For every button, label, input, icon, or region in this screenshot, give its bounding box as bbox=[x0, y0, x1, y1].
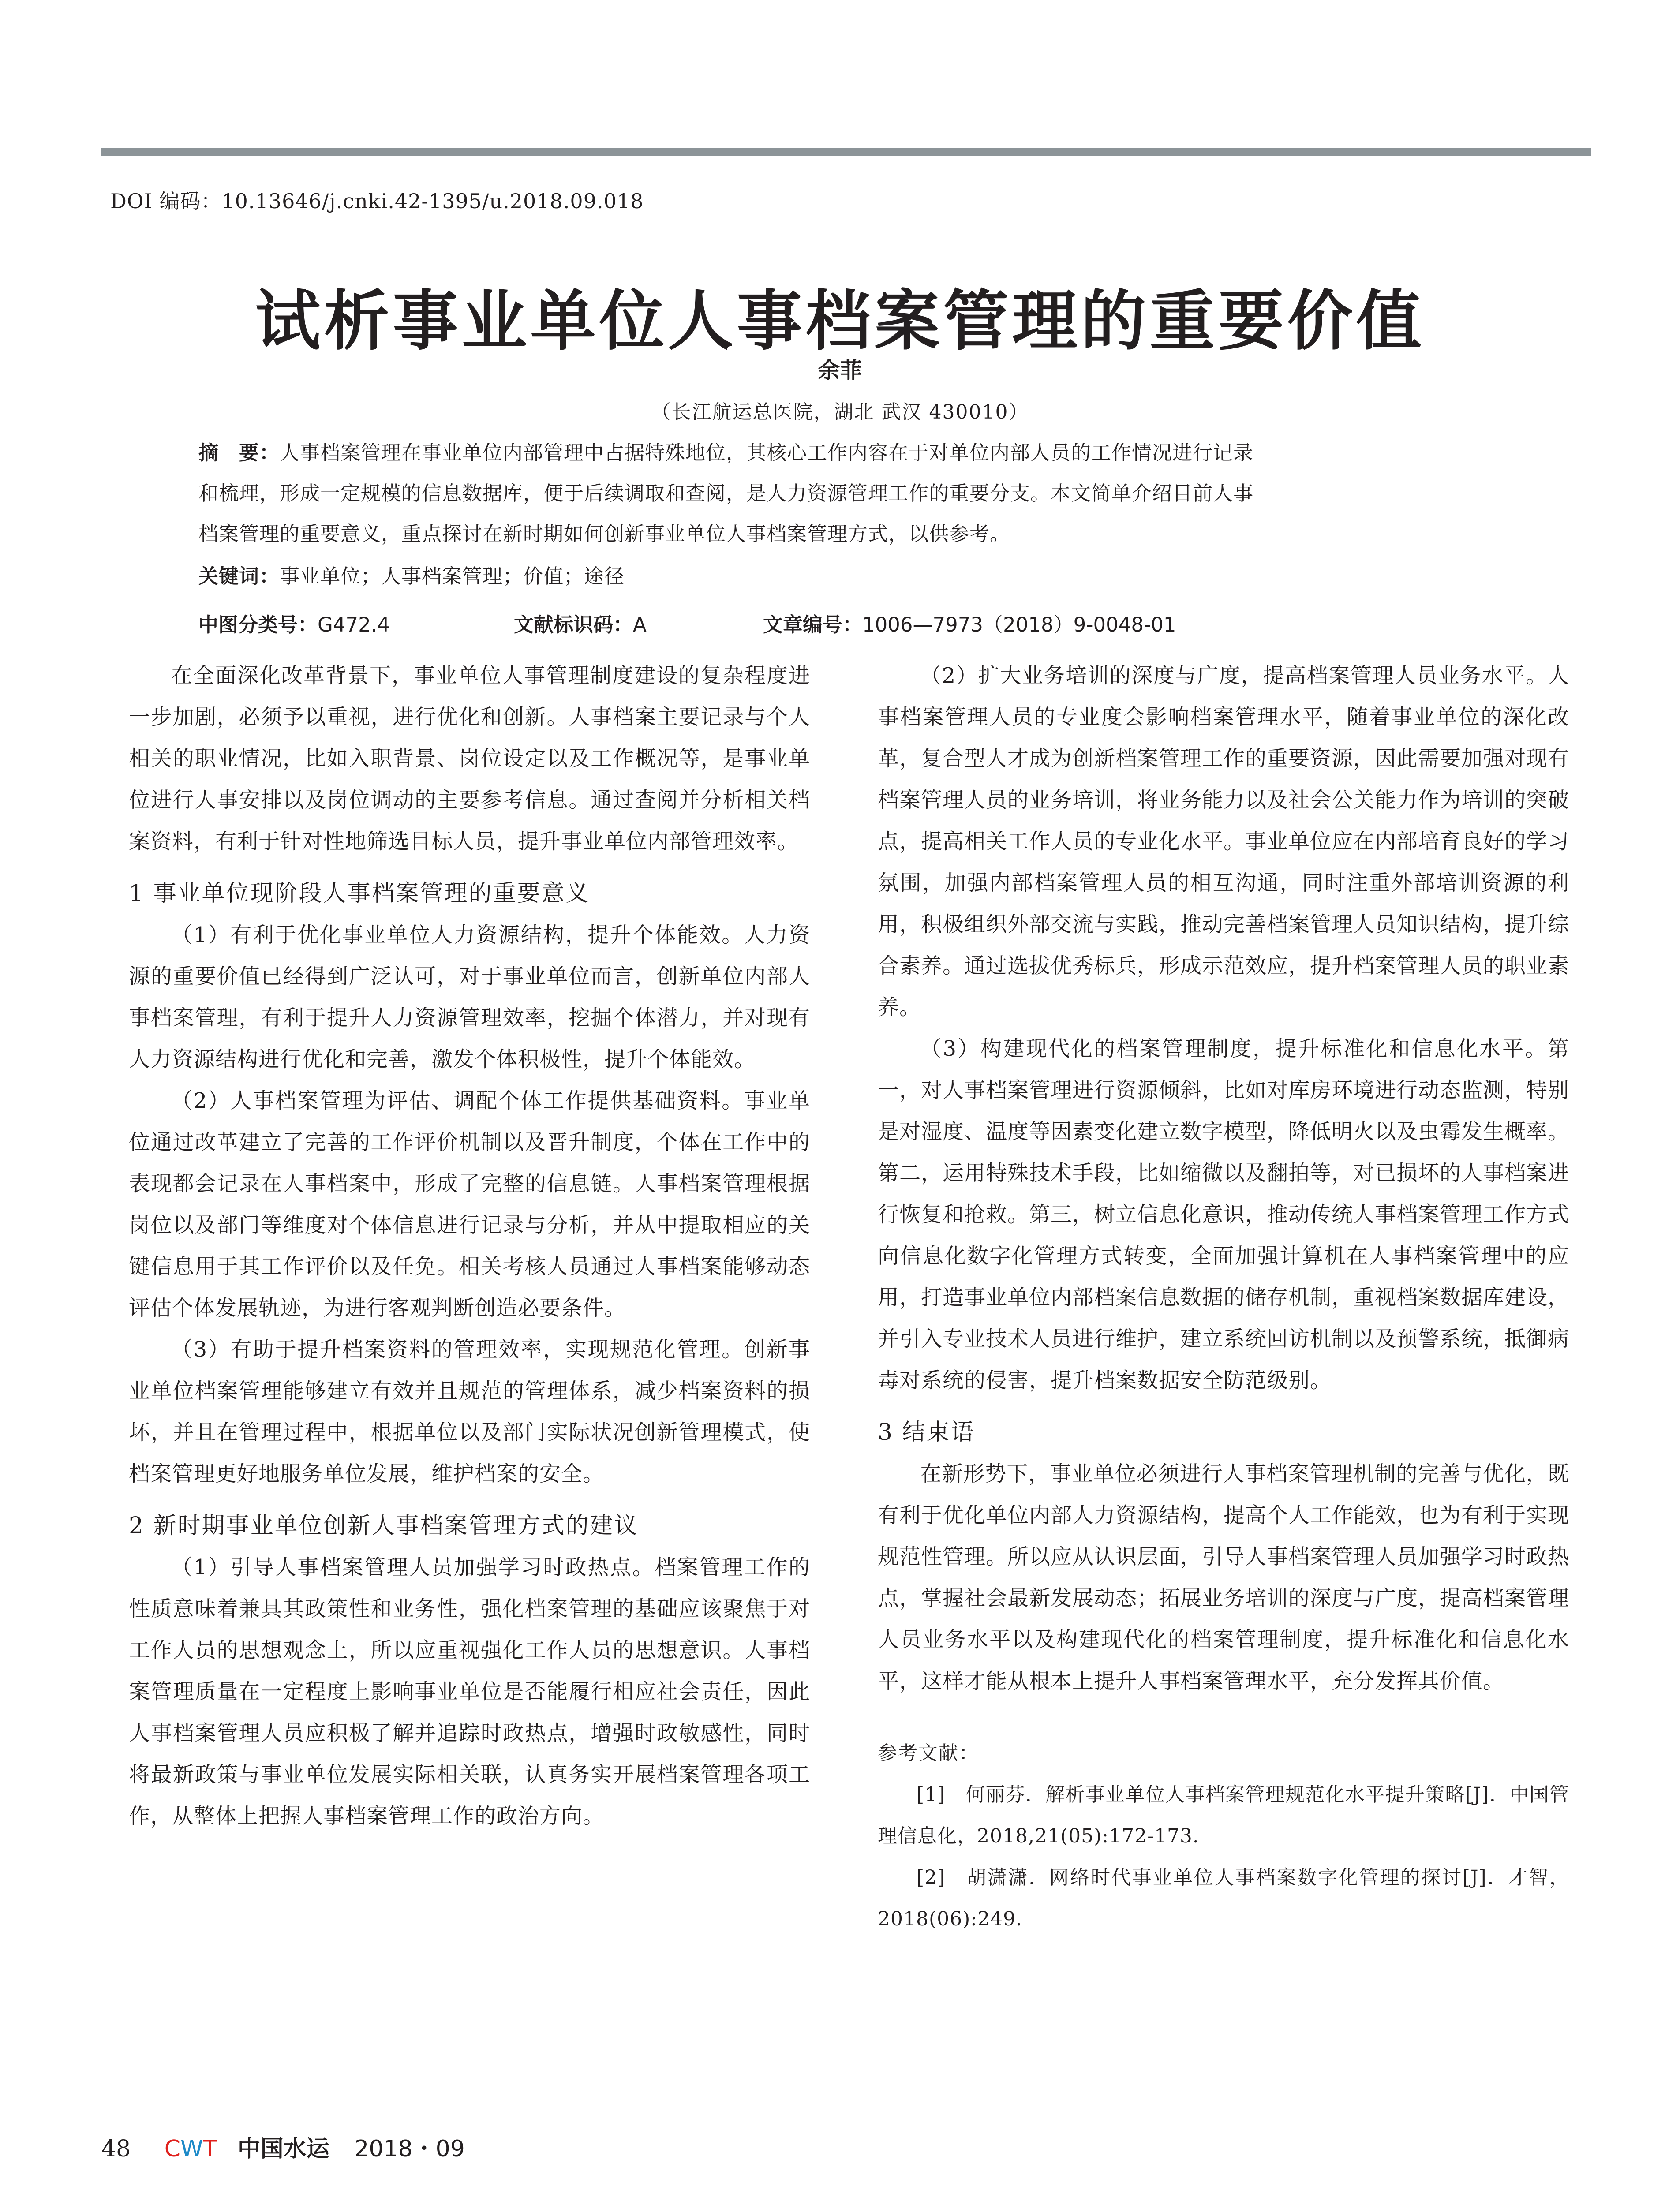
section-heading-3: 3 结束语 bbox=[878, 1419, 975, 1446]
clc-number bbox=[198, 609, 390, 637]
section-heading-1: 1 事业单位现阶段人事档案管理的重要意义 bbox=[129, 880, 590, 907]
art-label: 文章编号： bbox=[763, 613, 863, 636]
cwt-logo bbox=[165, 2136, 217, 2162]
author-name: 余菲 bbox=[818, 358, 862, 383]
abstract-label: 摘 要： bbox=[198, 441, 280, 464]
brand-w: W bbox=[180, 2136, 203, 2162]
article-number bbox=[763, 609, 1176, 637]
paragraph-2-3: （3）构建现代化的档案管理制度，提升标准化和信息化水平。第一，对人事档案管理进行资源倾斜，比如对库房环境进行动态监测，特别是对湿度、温度等因素变化建立数字模型，降低明火以及虫霉发生概率。第二，运用特殊技术手段，比如缩微以及翻拍等，对已损坏的人事档案进行恢复和抢救。第三，树立信息化意识，推动传统人事档案管理工作方式向信息化数字化管理方式转变，全面加强计算机在人事档案管理中的应用，打造事业单位内部档案信息数据的储存机制，重视档案数据库建设，并引入专业技术人员进行维护，建立系统回访机制以及预警系统，抵御病毒对系统的侵害，提升档案数据安全防范级别。 bbox=[878, 1036, 1570, 1393]
magazine-name: 中国水运 bbox=[237, 2135, 329, 2162]
reference-2: [2] 胡潇潇．网络时代事业单位人事档案数字化管理的探讨[J]．才智，2018(06):249. bbox=[878, 1866, 1569, 1930]
clc-value: G472.4 bbox=[318, 613, 390, 636]
doc-value: A bbox=[633, 613, 647, 636]
paragraph-1-3: （3）有助于提升档案资料的管理效率，实现规范化管理。创新事业单位档案管理能够建立有效并且规范的管理体系，减少档案资料的损坏，并且在管理过程中，根据单位以及部门实际状况创新管理模式，使档案管理更好地服务单位发展，维护档案的安全。 bbox=[129, 1337, 810, 1486]
affiliation: （长江航运总医院，湖北 武汉 430010） bbox=[651, 401, 1029, 423]
abstract-text-1: 人事档案管理在事业单位内部管理中占据特殊地位，其核心工作内容在于对单位内部人员的工作情况进行记录 bbox=[280, 441, 1254, 464]
doi-line: DOI 编码：10.13646/j.cnki.42-1395/u.2018.09.018 bbox=[110, 189, 644, 213]
keywords-text: 事业单位；人事档案管理；价值；途径 bbox=[280, 564, 625, 588]
paragraph-1-2: （2）人事档案管理为评估、调配个体工作提供基础资料。事业单位通过改革建立了完善的工作评价机制以及晋升制度，个体在工作中的表现都会记录在人事档案中，形成了完整的信息链。人事档案管理根据岗位以及部门等维度对个体信息进行记录与分析，并从中提取相应的关键信息用于其工作评价以及任免。相关考核人员通过人事档案能够动态评估个体发展轨迹，为进行客观判断创造必要条件。 bbox=[129, 1088, 810, 1320]
intro-paragraph: 在全面深化改革背景下，事业单位人事管理制度建设的复杂程度进一步加剧，必须予以重视，进行优化和创新。人事档案主要记录与个人相关的职业情况，比如入职背景、岗位设定以及工作概况等，是事业单位进行人事安排以及岗位调动的主要参考信息。通过查阅并分析相关档案资料，有利于针对性地筛选目标人员，提升事业单位内部管理效率。 bbox=[129, 663, 810, 854]
page-number: 48 bbox=[101, 2136, 131, 2162]
top-rule bbox=[101, 148, 1591, 156]
art-value: 1006—7973（2018）9-0048-01 bbox=[862, 613, 1176, 636]
brand-t: T bbox=[203, 2136, 217, 2162]
abstract-line-3: 档案管理的重要意义，重点探讨在新时期如何创新事业单位人事档案管理方式，以供参考。 bbox=[198, 522, 1010, 546]
conclusion-paragraph: 在新形势下，事业单位必须进行人事档案管理机制的完善与优化，既有利于优化单位内部人力资源结构，提高个人工作能效，也为有利于实现规范性管理。所以应从认识层面，引导人事档案管理人员加强学习时政热点，掌握社会最新发展动态；拓展业务培训的深度与广度，提高档案管理人员业务水平以及构建现代化的档案管理制度，提升标准化和信息化水平，这样才能从根本上提升人事档案管理水平，充分发挥其价值。 bbox=[878, 1461, 1570, 1693]
abstract-line-2: 和梳理，形成一定规模的信息数据库，便于后续调取和查阅，是人力资源管理工作的重要分支。本文简单介绍目前人事 bbox=[198, 482, 1254, 505]
references-heading: 参考文献： bbox=[878, 1742, 979, 1764]
abstract-line-1 bbox=[198, 437, 1253, 465]
doc-label: 文献标识码： bbox=[514, 613, 633, 636]
paragraph-2-1: （1）引导人事档案管理人员加强学习时政热点。档案管理工作的性质意味着兼具其政策性和业务性，强化档案管理的基础应该聚焦于对工作人员的思想观念上，所以应重视强化工作人员的思想意识。人事档案管理质量在一定程度上影响事业单位是否能履行相应社会责任，因此人事档案管理人员应积极了解并追踪时政热点，增强时政敏感性，同时将最新政策与事业单位发展实际相关联，认真务实开展档案管理各项工作，从整体上把握人事档案管理工作的政治方向。 bbox=[129, 1555, 810, 1828]
clc-label: 中图分类号： bbox=[198, 613, 318, 636]
section-heading-2: 2 新时期事业单位创新人事档案管理方式的建议 bbox=[129, 1513, 639, 1539]
page-footer bbox=[101, 2130, 465, 2163]
brand-c: C bbox=[164, 2136, 181, 2162]
keywords-line bbox=[198, 560, 625, 589]
left-column bbox=[129, 655, 810, 1837]
article-title: 试析事业单位人事档案管理的重要价值 bbox=[255, 282, 1425, 359]
paragraph-2-2: （2）扩大业务培训的深度与广度，提高档案管理人员业务水平。人事档案管理人员的专业度会影响档案管理水平，随着事业单位的深化改革，复合型人才成为创新档案管理工作的重要资源，因此需要加强对现有档案管理人员的业务培训，将业务能力以及社会公关能力作为培训的突破点，提高相关工作人员的专业化水平。事业单位应在内部培育良好的学习氛围，加强内部档案管理人员的相互沟通，同时注重外部培训资源的利用，积极组织外部交流与实践，推动完善档案管理人员知识结构，提升综合素养。通过选拔优秀标兵，形成示范效应，提升档案管理人员的职业素养。 bbox=[878, 663, 1570, 1020]
reference-1: [1] 何丽芬．解析事业单位人事档案管理规范化水平提升策略[J]．中国管理信息化，2018,21(05):172-173. bbox=[878, 1783, 1569, 1847]
keywords-label: 关键词： bbox=[198, 564, 280, 588]
issue-date: 2018・09 bbox=[354, 2136, 465, 2162]
right-column bbox=[878, 655, 1569, 1940]
paragraph-1-1: （1）有利于优化事业单位人力资源结构，提升个体能效。人力资源的重要价值已经得到广泛认可，对于事业单位而言，创新单位内部人事档案管理，有利于提升人力资源管理效率，挖掘个体潜力，并对现有人力资源结构进行优化和完善，激发个体积极性，提升个体能效。 bbox=[129, 923, 810, 1072]
doc-code bbox=[514, 609, 647, 637]
